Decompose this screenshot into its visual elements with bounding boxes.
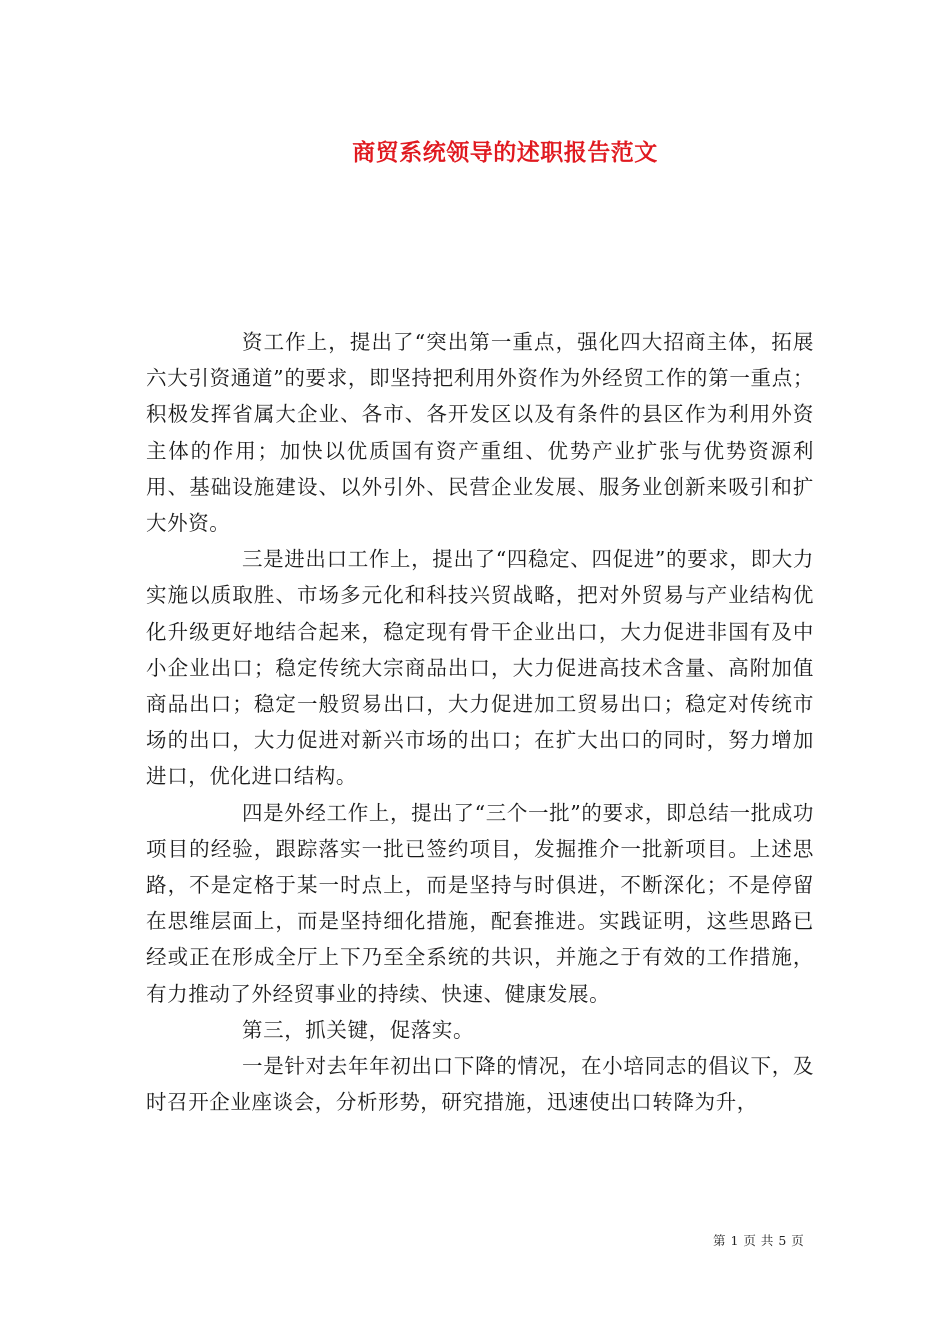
paragraph: 一是针对去年年初出口下降的情况，在小培同志的倡议下，及时召开企业座谈会，分析形势，研究措施，迅速使出口转降为升， [146,1054,814,1115]
paragraph: 四是外经工作上，提出了“三个一批”的要求，即总结一批成功项目的经验，跟踪落实一批已签约项目，发掘推介一批新项目。上述思路，不是定格于某一时点上，而是坚持与时俱进，不断深化；不是停留在思维层面上，而是坚持细化措施，配套推进。实践证明，这些思路已经或正在形成全厅上下乃至全系统的共识，并施之于有效的工作措施，有力推动了外经贸事业的持续、快速、健康发展。 [146,800,814,1006]
page-number-footer: 第 1 页 共 5 页 [713,1233,805,1248]
section-heading: 第三，抓关键，促落实。 [242,1017,475,1042]
document-body [146,324,814,1120]
paragraph: 资工作上，提出了“突出第一重点，强化四大招商主体，拓展六大引资通道”的要求，即坚持把利用外资作为外经贸工作的第一重点；积极发挥省属大企业、各市、各开发区以及有条件的县区作为利用外资主体的作用；加快以优质国有资产重组、优势产业扩张与优势资源利用、基础设施建设、以外引外、民营企业发展、服务业创新来吸引和扩大外资。 [146,330,814,536]
document-title: 商贸系统领导的述职报告范文 [352,139,658,166]
paragraph: 三是进出口工作上，提出了“四稳定、四促进”的要求，即大力实施以质取胜、市场多元化和科技兴贸战略，把对外贸易与产业结构优化升级更好地结合起来，稳定现有骨干企业出口，大力促进非国有及中小企业出口；稳定传统大宗商品出口，大力促进高技术含量、高附加值商品出口；稳定一般贸易出口，大力促进加工贸易出口；稳定对传统市场的出口，大力促进对新兴市场的出口；在扩大出口的同时，努力增加进口，优化进口结构。 [146,547,814,789]
